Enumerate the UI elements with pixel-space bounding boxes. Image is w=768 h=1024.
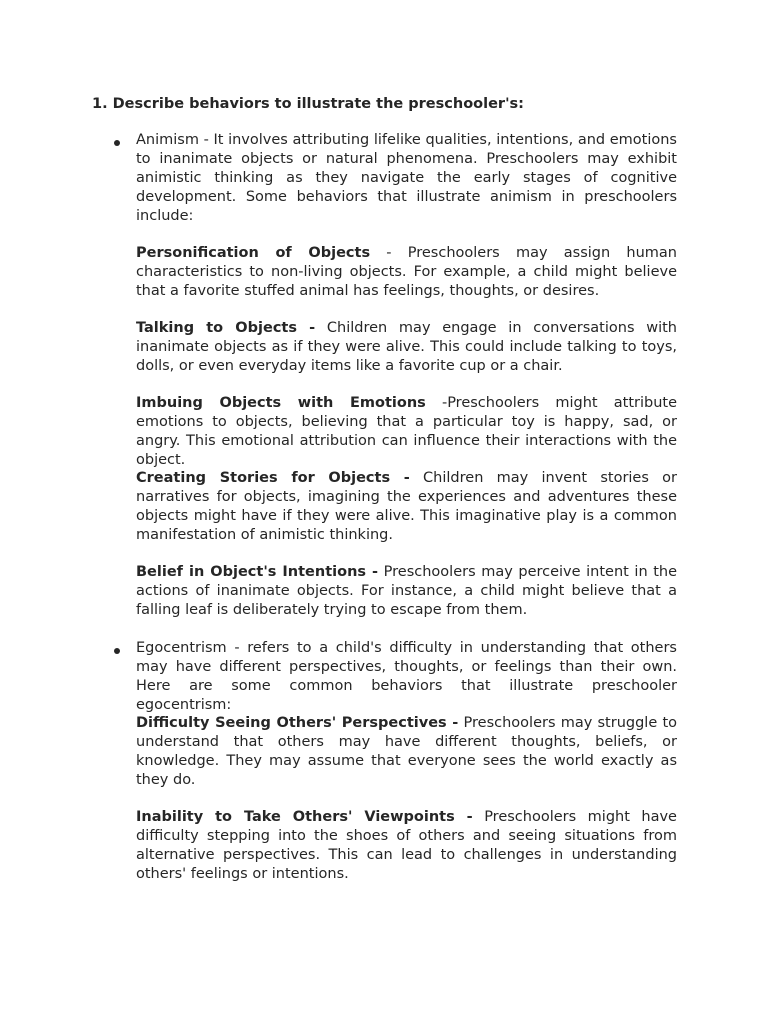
item-text: - Preschoolers may assign human characteristics to non-living objects. For example, a child might believe that a favorite stuffed animal has feelings, thoughts, or desires. bbox=[136, 245, 677, 299]
animism-item bbox=[136, 469, 677, 545]
item-text: Preschoolers might have difficulty stepping into the shoes of others and seeing situations from alternative perspectives. This can lead to challenges in understanding others' feelings or intentions. bbox=[136, 809, 677, 882]
item-text: Children may engage in conversations with inanimate objects as if they were alive. This could include talking to toys, dolls, or even everyday items like a favorite cup or a chair. bbox=[136, 320, 677, 374]
item-term: Difficulty Seeing Others' Perspectives - bbox=[136, 715, 459, 731]
animism-item bbox=[136, 394, 677, 470]
egocentrism-item bbox=[136, 808, 677, 884]
item-term: Personification of Objects bbox=[136, 245, 371, 261]
item-term: Talking to Objects - bbox=[136, 320, 316, 336]
animism-intro bbox=[136, 131, 677, 226]
item-text: Preschoolers may perceive intent in the actions of inanimate objects. For instance, a child might believe that a falling leaf is deliberately trying to escape from them. bbox=[136, 564, 678, 618]
item-text: Preschoolers may struggle to understand that others may have different thoughts, beliefs, or knowledge. They may assume that everyone sees the world exactly as they do. bbox=[136, 715, 678, 788]
egocentrism-intro-text: Egocentrism - refers to a child's difficulty in understanding that others may have different perspectives, thoughts, or feelings than their own. Here are some common behaviors that illustrate preschooler egocentrism: bbox=[136, 640, 677, 713]
item-term: Imbuing Objects with Emotions bbox=[136, 395, 426, 411]
egocentrism-intro bbox=[136, 639, 677, 715]
bullet-icon bbox=[114, 140, 120, 146]
item-text: Children may invent stories or narratives for objects, imagining the experiences and adventures these objects might have if they were alive. This imaginative play is a common manifestation of animistic thinking. bbox=[136, 470, 677, 543]
bullet-icon bbox=[114, 648, 120, 654]
egocentrism-item bbox=[136, 714, 677, 790]
animism-intro-text: Animism - It involves attributing lifelike qualities, intentions, and emotions to inanimate objects or natural phenomena. Preschoolers may exhibit animistic thinking as they navigate the early stages of cognitive development. Some behaviors that illustrate animism in preschoolers include: bbox=[136, 132, 677, 224]
item-term: Belief in Object's Intentions - bbox=[136, 564, 379, 580]
item-term: Creating Stories for Objects - bbox=[136, 470, 410, 486]
item-text: -Preschoolers might attribute emotions to objects, believing that a particular toy is happy, sad, or angry. This emotional attribution can influence their interactions with the object. bbox=[136, 395, 677, 468]
question-heading: 1. Describe behaviors to illustrate the preschooler's: bbox=[92, 96, 524, 112]
item-term: Inability to Take Others' Viewpoints - bbox=[136, 809, 473, 825]
animism-item bbox=[136, 319, 677, 376]
animism-item bbox=[136, 563, 677, 620]
animism-item bbox=[136, 244, 677, 301]
